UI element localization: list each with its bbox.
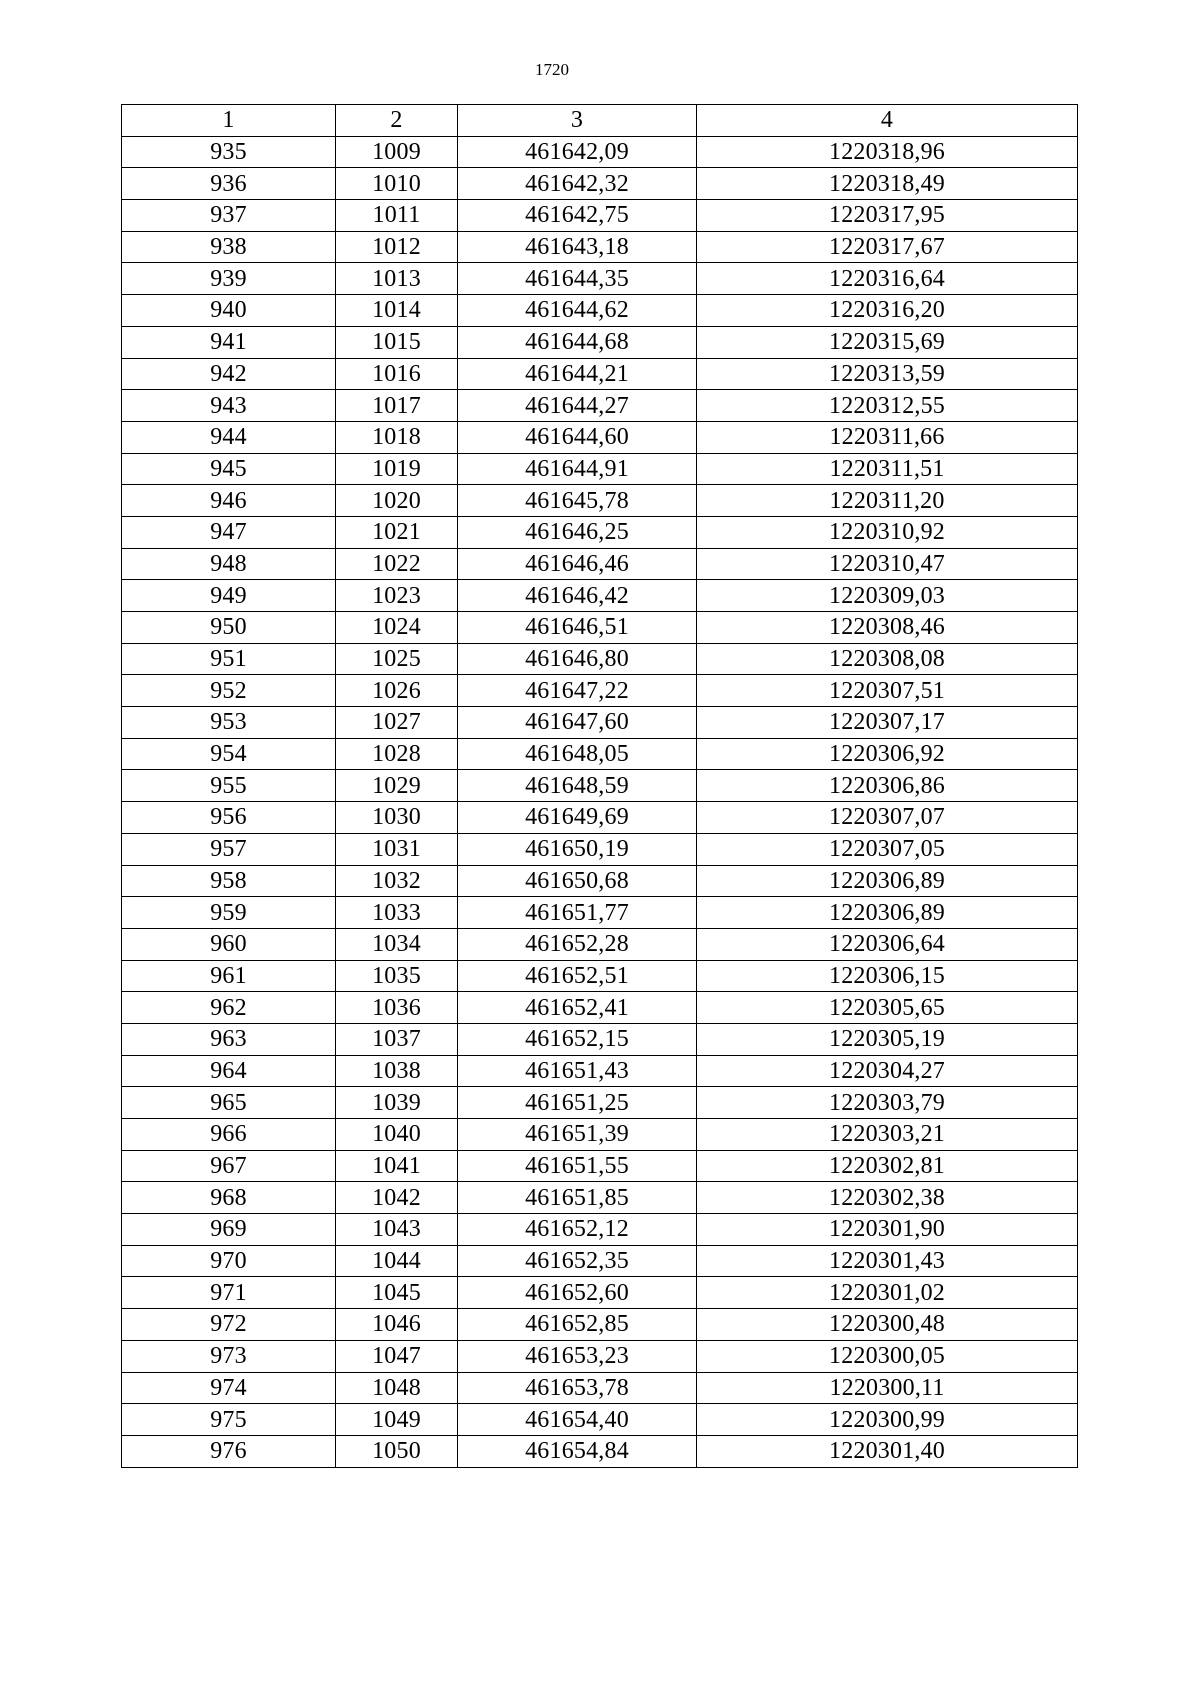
index-cell: 1040 bbox=[336, 1119, 458, 1151]
table-row bbox=[122, 1245, 1078, 1277]
point-number-cell: 958 bbox=[122, 865, 336, 897]
index-cell: 1016 bbox=[336, 358, 458, 390]
x-coordinate-cell: 461652,28 bbox=[458, 928, 697, 960]
table-row bbox=[122, 326, 1078, 358]
index-cell: 1024 bbox=[336, 612, 458, 644]
x-coordinate-cell: 461643,18 bbox=[458, 231, 697, 263]
x-coordinate-cell: 461651,55 bbox=[458, 1150, 697, 1182]
x-coordinate-cell: 461647,60 bbox=[458, 707, 697, 739]
index-cell: 1027 bbox=[336, 707, 458, 739]
table-row bbox=[122, 1087, 1078, 1119]
index-cell: 1029 bbox=[336, 770, 458, 802]
table-row bbox=[122, 390, 1078, 422]
x-coordinate-cell: 461648,05 bbox=[458, 738, 697, 770]
point-number-cell: 935 bbox=[122, 136, 336, 168]
x-coordinate-cell: 461646,46 bbox=[458, 548, 697, 580]
index-cell: 1023 bbox=[336, 580, 458, 612]
index-cell: 1047 bbox=[336, 1340, 458, 1372]
x-coordinate-cell: 461644,68 bbox=[458, 326, 697, 358]
table-row bbox=[122, 1372, 1078, 1404]
point-number-cell: 946 bbox=[122, 485, 336, 517]
column-header-1: 1 bbox=[122, 105, 336, 137]
point-number-cell: 943 bbox=[122, 390, 336, 422]
x-coordinate-cell: 461644,21 bbox=[458, 358, 697, 390]
column-header-4: 4 bbox=[697, 105, 1078, 137]
x-coordinate-cell: 461652,60 bbox=[458, 1277, 697, 1309]
x-coordinate-cell: 461649,69 bbox=[458, 802, 697, 834]
y-coordinate-cell: 1220301,90 bbox=[697, 1214, 1078, 1246]
point-number-cell: 940 bbox=[122, 295, 336, 327]
index-cell: 1019 bbox=[336, 453, 458, 485]
point-number-cell: 965 bbox=[122, 1087, 336, 1119]
page-number: 1720 bbox=[535, 60, 569, 79]
y-coordinate-cell: 1220318,96 bbox=[697, 136, 1078, 168]
x-coordinate-cell: 461646,25 bbox=[458, 516, 697, 548]
y-coordinate-cell: 1220311,20 bbox=[697, 485, 1078, 517]
index-cell: 1010 bbox=[336, 168, 458, 200]
y-coordinate-cell: 1220305,19 bbox=[697, 1023, 1078, 1055]
x-coordinate-cell: 461644,91 bbox=[458, 453, 697, 485]
table-row bbox=[122, 516, 1078, 548]
x-coordinate-cell: 461653,78 bbox=[458, 1372, 697, 1404]
table-body bbox=[122, 136, 1078, 1467]
y-coordinate-cell: 1220302,38 bbox=[697, 1182, 1078, 1214]
index-cell: 1011 bbox=[336, 200, 458, 232]
x-coordinate-cell: 461642,32 bbox=[458, 168, 697, 200]
point-number-cell: 974 bbox=[122, 1372, 336, 1404]
table-row bbox=[122, 200, 1078, 232]
y-coordinate-cell: 1220303,79 bbox=[697, 1087, 1078, 1119]
y-coordinate-cell: 1220316,20 bbox=[697, 295, 1078, 327]
x-coordinate-cell: 461646,80 bbox=[458, 643, 697, 675]
y-coordinate-cell: 1220300,05 bbox=[697, 1340, 1078, 1372]
point-number-cell: 936 bbox=[122, 168, 336, 200]
x-coordinate-cell: 461644,35 bbox=[458, 263, 697, 295]
x-coordinate-cell: 461648,59 bbox=[458, 770, 697, 802]
y-coordinate-cell: 1220300,11 bbox=[697, 1372, 1078, 1404]
point-number-cell: 955 bbox=[122, 770, 336, 802]
index-cell: 1009 bbox=[336, 136, 458, 168]
table-row bbox=[122, 1404, 1078, 1436]
y-coordinate-cell: 1220312,55 bbox=[697, 390, 1078, 422]
table-row bbox=[122, 1150, 1078, 1182]
y-coordinate-cell: 1220304,27 bbox=[697, 1055, 1078, 1087]
index-cell: 1048 bbox=[336, 1372, 458, 1404]
index-cell: 1026 bbox=[336, 675, 458, 707]
point-number-cell: 959 bbox=[122, 897, 336, 929]
table-row bbox=[122, 897, 1078, 929]
index-cell: 1037 bbox=[336, 1023, 458, 1055]
index-cell: 1017 bbox=[336, 390, 458, 422]
x-coordinate-cell: 461644,27 bbox=[458, 390, 697, 422]
table-row bbox=[122, 738, 1078, 770]
point-number-cell: 968 bbox=[122, 1182, 336, 1214]
point-number-cell: 951 bbox=[122, 643, 336, 675]
x-coordinate-cell: 461653,23 bbox=[458, 1340, 697, 1372]
point-number-cell: 966 bbox=[122, 1119, 336, 1151]
table-row bbox=[122, 1340, 1078, 1372]
x-coordinate-cell: 461647,22 bbox=[458, 675, 697, 707]
index-cell: 1031 bbox=[336, 833, 458, 865]
table-row bbox=[122, 1309, 1078, 1341]
index-cell: 1039 bbox=[336, 1087, 458, 1119]
index-cell: 1044 bbox=[336, 1245, 458, 1277]
point-number-cell: 938 bbox=[122, 231, 336, 263]
index-cell: 1013 bbox=[336, 263, 458, 295]
y-coordinate-cell: 1220308,08 bbox=[697, 643, 1078, 675]
y-coordinate-cell: 1220307,05 bbox=[697, 833, 1078, 865]
x-coordinate-cell: 461651,39 bbox=[458, 1119, 697, 1151]
x-coordinate-cell: 461646,51 bbox=[458, 612, 697, 644]
point-number-cell: 967 bbox=[122, 1150, 336, 1182]
table-row bbox=[122, 802, 1078, 834]
point-number-cell: 970 bbox=[122, 1245, 336, 1277]
y-coordinate-cell: 1220306,64 bbox=[697, 928, 1078, 960]
index-cell: 1045 bbox=[336, 1277, 458, 1309]
table-row bbox=[122, 453, 1078, 485]
y-coordinate-cell: 1220315,69 bbox=[697, 326, 1078, 358]
y-coordinate-cell: 1220318,49 bbox=[697, 168, 1078, 200]
point-number-cell: 939 bbox=[122, 263, 336, 295]
x-coordinate-cell: 461642,75 bbox=[458, 200, 697, 232]
x-coordinate-cell: 461651,85 bbox=[458, 1182, 697, 1214]
y-coordinate-cell: 1220316,64 bbox=[697, 263, 1078, 295]
point-number-cell: 948 bbox=[122, 548, 336, 580]
table-row bbox=[122, 231, 1078, 263]
point-number-cell: 950 bbox=[122, 612, 336, 644]
point-number-cell: 952 bbox=[122, 675, 336, 707]
y-coordinate-cell: 1220301,02 bbox=[697, 1277, 1078, 1309]
x-coordinate-cell: 461652,85 bbox=[458, 1309, 697, 1341]
point-number-cell: 954 bbox=[122, 738, 336, 770]
table-row bbox=[122, 612, 1078, 644]
table-row bbox=[122, 1435, 1078, 1467]
point-number-cell: 962 bbox=[122, 992, 336, 1024]
point-number-cell: 963 bbox=[122, 1023, 336, 1055]
y-coordinate-cell: 1220307,07 bbox=[697, 802, 1078, 834]
index-cell: 1015 bbox=[336, 326, 458, 358]
point-number-cell: 964 bbox=[122, 1055, 336, 1087]
point-number-cell: 937 bbox=[122, 200, 336, 232]
point-number-cell: 947 bbox=[122, 516, 336, 548]
y-coordinate-cell: 1220309,03 bbox=[697, 580, 1078, 612]
y-coordinate-cell: 1220306,89 bbox=[697, 897, 1078, 929]
point-number-cell: 944 bbox=[122, 421, 336, 453]
x-coordinate-cell: 461652,15 bbox=[458, 1023, 697, 1055]
index-cell: 1043 bbox=[336, 1214, 458, 1246]
point-number-cell: 972 bbox=[122, 1309, 336, 1341]
x-coordinate-cell: 461642,09 bbox=[458, 136, 697, 168]
index-cell: 1028 bbox=[336, 738, 458, 770]
y-coordinate-cell: 1220310,92 bbox=[697, 516, 1078, 548]
x-coordinate-cell: 461654,84 bbox=[458, 1435, 697, 1467]
x-coordinate-cell: 461650,19 bbox=[458, 833, 697, 865]
table-row bbox=[122, 675, 1078, 707]
y-coordinate-cell: 1220306,92 bbox=[697, 738, 1078, 770]
table-row bbox=[122, 548, 1078, 580]
table-row bbox=[122, 1023, 1078, 1055]
table-row bbox=[122, 992, 1078, 1024]
table-header-row bbox=[122, 105, 1078, 137]
index-cell: 1022 bbox=[336, 548, 458, 580]
point-number-cell: 949 bbox=[122, 580, 336, 612]
point-number-cell: 945 bbox=[122, 453, 336, 485]
point-number-cell: 976 bbox=[122, 1435, 336, 1467]
point-number-cell: 957 bbox=[122, 833, 336, 865]
index-cell: 1046 bbox=[336, 1309, 458, 1341]
table-row bbox=[122, 168, 1078, 200]
table-row bbox=[122, 485, 1078, 517]
table-row bbox=[122, 865, 1078, 897]
index-cell: 1038 bbox=[336, 1055, 458, 1087]
x-coordinate-cell: 461651,77 bbox=[458, 897, 697, 929]
index-cell: 1032 bbox=[336, 865, 458, 897]
index-cell: 1049 bbox=[336, 1404, 458, 1436]
table-row bbox=[122, 263, 1078, 295]
point-number-cell: 960 bbox=[122, 928, 336, 960]
index-cell: 1014 bbox=[336, 295, 458, 327]
y-coordinate-cell: 1220308,46 bbox=[697, 612, 1078, 644]
x-coordinate-cell: 461650,68 bbox=[458, 865, 697, 897]
y-coordinate-cell: 1220313,59 bbox=[697, 358, 1078, 390]
index-cell: 1041 bbox=[336, 1150, 458, 1182]
point-number-cell: 961 bbox=[122, 960, 336, 992]
y-coordinate-cell: 1220305,65 bbox=[697, 992, 1078, 1024]
table-row bbox=[122, 1277, 1078, 1309]
x-coordinate-cell: 461646,42 bbox=[458, 580, 697, 612]
index-cell: 1025 bbox=[336, 643, 458, 675]
table-row bbox=[122, 833, 1078, 865]
table-row bbox=[122, 1119, 1078, 1151]
point-number-cell: 975 bbox=[122, 1404, 336, 1436]
y-coordinate-cell: 1220300,48 bbox=[697, 1309, 1078, 1341]
y-coordinate-cell: 1220310,47 bbox=[697, 548, 1078, 580]
index-cell: 1042 bbox=[336, 1182, 458, 1214]
x-coordinate-cell: 461645,78 bbox=[458, 485, 697, 517]
y-coordinate-cell: 1220311,66 bbox=[697, 421, 1078, 453]
y-coordinate-cell: 1220317,67 bbox=[697, 231, 1078, 263]
table-row bbox=[122, 1182, 1078, 1214]
column-header-3: 3 bbox=[458, 105, 697, 137]
y-coordinate-cell: 1220300,99 bbox=[697, 1404, 1078, 1436]
point-number-cell: 973 bbox=[122, 1340, 336, 1372]
index-cell: 1033 bbox=[336, 897, 458, 929]
y-coordinate-cell: 1220303,21 bbox=[697, 1119, 1078, 1151]
point-number-cell: 956 bbox=[122, 802, 336, 834]
y-coordinate-cell: 1220311,51 bbox=[697, 453, 1078, 485]
table-row bbox=[122, 643, 1078, 675]
y-coordinate-cell: 1220307,17 bbox=[697, 707, 1078, 739]
table-row bbox=[122, 960, 1078, 992]
point-number-cell: 953 bbox=[122, 707, 336, 739]
y-coordinate-cell: 1220301,43 bbox=[697, 1245, 1078, 1277]
x-coordinate-cell: 461652,12 bbox=[458, 1214, 697, 1246]
y-coordinate-cell: 1220302,81 bbox=[697, 1150, 1078, 1182]
x-coordinate-cell: 461644,60 bbox=[458, 421, 697, 453]
y-coordinate-cell: 1220301,40 bbox=[697, 1435, 1078, 1467]
point-number-cell: 969 bbox=[122, 1214, 336, 1246]
y-coordinate-cell: 1220307,51 bbox=[697, 675, 1078, 707]
column-header-2: 2 bbox=[336, 105, 458, 137]
x-coordinate-cell: 461644,62 bbox=[458, 295, 697, 327]
table-row bbox=[122, 580, 1078, 612]
x-coordinate-cell: 461652,51 bbox=[458, 960, 697, 992]
index-cell: 1034 bbox=[336, 928, 458, 960]
index-cell: 1012 bbox=[336, 231, 458, 263]
table-row bbox=[122, 770, 1078, 802]
y-coordinate-cell: 1220306,86 bbox=[697, 770, 1078, 802]
index-cell: 1018 bbox=[336, 421, 458, 453]
table-row bbox=[122, 1214, 1078, 1246]
x-coordinate-cell: 461652,41 bbox=[458, 992, 697, 1024]
point-number-cell: 941 bbox=[122, 326, 336, 358]
y-coordinate-cell: 1220306,89 bbox=[697, 865, 1078, 897]
table-row bbox=[122, 928, 1078, 960]
y-coordinate-cell: 1220306,15 bbox=[697, 960, 1078, 992]
index-cell: 1020 bbox=[336, 485, 458, 517]
table-row bbox=[122, 295, 1078, 327]
table-row bbox=[122, 358, 1078, 390]
x-coordinate-cell: 461652,35 bbox=[458, 1245, 697, 1277]
coordinates-table bbox=[121, 104, 1078, 1468]
table-row bbox=[122, 707, 1078, 739]
point-number-cell: 971 bbox=[122, 1277, 336, 1309]
table-row bbox=[122, 1055, 1078, 1087]
x-coordinate-cell: 461654,40 bbox=[458, 1404, 697, 1436]
index-cell: 1035 bbox=[336, 960, 458, 992]
table-row bbox=[122, 136, 1078, 168]
index-cell: 1030 bbox=[336, 802, 458, 834]
table-row bbox=[122, 421, 1078, 453]
x-coordinate-cell: 461651,25 bbox=[458, 1087, 697, 1119]
index-cell: 1036 bbox=[336, 992, 458, 1024]
index-cell: 1021 bbox=[336, 516, 458, 548]
x-coordinate-cell: 461651,43 bbox=[458, 1055, 697, 1087]
index-cell: 1050 bbox=[336, 1435, 458, 1467]
y-coordinate-cell: 1220317,95 bbox=[697, 200, 1078, 232]
point-number-cell: 942 bbox=[122, 358, 336, 390]
